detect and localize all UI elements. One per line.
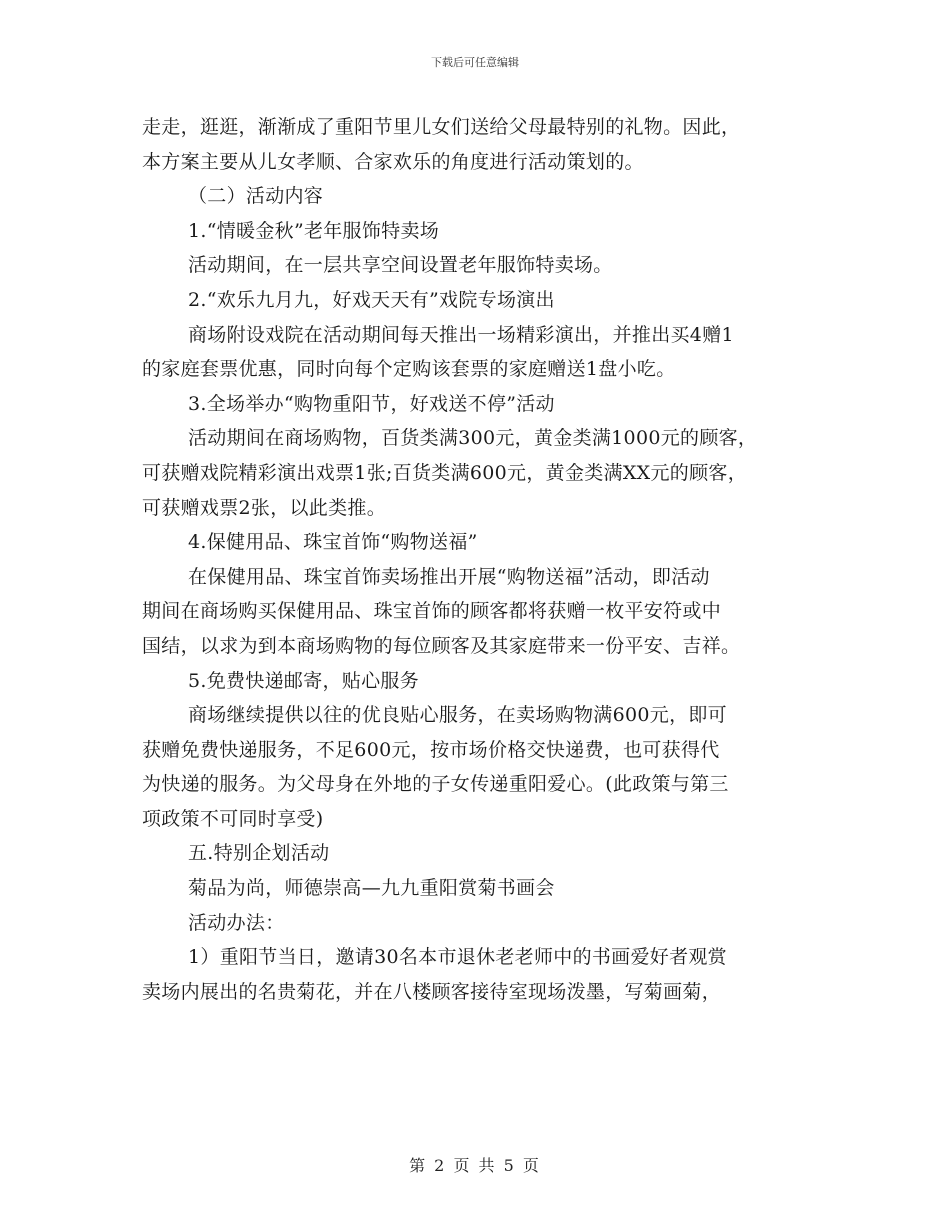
paragraph-line: 五.特别企划活动 (188, 842, 330, 865)
paragraph-line: 商场附设戏院在活动期间每天推出一场精彩演出，并推出买4赠1 (188, 323, 734, 346)
document-body (142, 110, 822, 1009)
paragraph-line: 可获赠戏票2张，以此类推。 (142, 496, 386, 519)
paragraph-line: 的家庭套票优惠，同时向每个定购该套票的家庭赠送1盘小吃。 (142, 358, 676, 381)
paragraph-line: （二）活动内容 (188, 185, 324, 208)
paragraph-line: 5.免费快递邮寄，贴心服务 (188, 669, 420, 692)
paragraph-line: 活动期间，在一层共享空间设置老年服饰特卖场。 (188, 254, 613, 277)
paragraph-line: 为快递的服务。为父母身在外地的子女传递重阳爱心。(此政策与第三 (142, 773, 729, 796)
page-number-footer: 第 2 页 共 5 页 (409, 1156, 541, 1175)
paragraph-line: 国结，以求为到本商场购物的每位顾客及其家庭带来一份平安、吉祥。 (142, 634, 741, 657)
paragraph-line: 走走，逛逛，渐渐成了重阳节里儿女们送给父母最特别的礼物。因此， (142, 116, 741, 138)
paragraph-line: 获赠免费快递服务，不足600元，按市场价格交快递费，也可获得代 (142, 738, 720, 761)
paragraph-line: 本方案主要从儿女孝顺、合家欢乐的角度进行活动策划的。 (142, 150, 644, 173)
paragraph-line: 3.全场举办“购物重阳节，好戏送不停”活动 (188, 392, 555, 415)
paragraph-line: 可获赠戏院精彩演出戏票1张;百货类满600元，黄金类满XX元的顾客， (142, 461, 748, 484)
paragraph-line: 在保健用品、珠宝首饰卖场推出开展“购物送福”活动，即活动 (188, 565, 710, 588)
paragraph-line: 期间在商场购买保健用品、珠宝首饰的顾客都将获赠一枚平安符或中 (142, 600, 722, 623)
paragraph-line: 1.“情暖金秋”老年服饰特卖场 (188, 219, 440, 242)
page-header-note: 下载后可任意编辑 (431, 56, 519, 69)
paragraph-line: 商场继续提供以往的优良贴心服务，在卖场购物满600元，即可 (188, 704, 727, 727)
paragraph-line: 活动期间在商场购物，百货类满300元，黄金类满1000元的顾客， (188, 427, 758, 450)
paragraph-line: 项政策不可同时享受) (142, 807, 324, 830)
paragraph-line: 活动办法： (188, 911, 285, 934)
paragraph-line: 卖场内展出的名贵菊花，并在八楼顾客接待室现场泼墨，写菊画菊， (142, 980, 722, 1003)
paragraph-line: 1）重阳节当日，邀请30名本市退休老老师中的书画爱好者观赏 (188, 946, 727, 969)
paragraph-line: 4.保健用品、珠宝首饰“购物送福” (188, 531, 478, 554)
paragraph-line: 菊品为尚，师德崇高—九九重阳赏菊书画会 (188, 877, 555, 900)
paragraph-line: 2.“欢乐九月九，好戏天天有”戏院专场演出 (188, 288, 555, 311)
